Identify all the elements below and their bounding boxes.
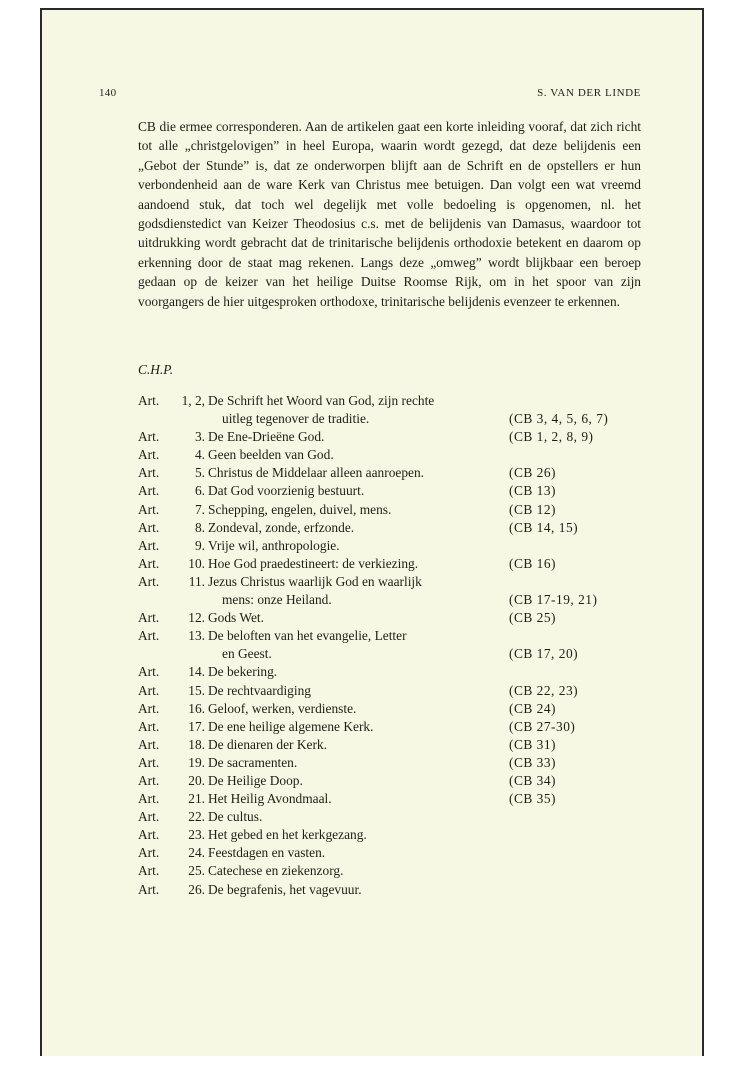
article-title-line: Het Heilig Avondmaal. <box>208 791 332 807</box>
article-number: 13. <box>188 628 205 644</box>
article-number: 7. <box>194 501 205 517</box>
article-title-line: Zondeval, zonde, erfzonde. <box>208 519 355 535</box>
article-label: Art. <box>138 881 160 897</box>
article-cb-reference: (CB 33) <box>509 754 557 770</box>
article-number: 3. <box>194 429 205 445</box>
article-title-continuation: uitleg tegenover de traditie. <box>222 411 370 427</box>
article-title <box>208 790 508 808</box>
article-number: 22. <box>188 809 205 825</box>
article-title <box>208 627 508 663</box>
article-cb-reference: (CB 12) <box>509 501 557 517</box>
article-title <box>208 736 508 754</box>
article-label: Art. <box>138 465 160 481</box>
article-row <box>138 718 658 736</box>
article-title <box>208 428 508 446</box>
article-label: Art. <box>138 447 160 463</box>
article-cb-reference: (CB 25) <box>509 610 557 626</box>
article-title <box>208 537 508 555</box>
article-cb-reference: (CB 34) <box>509 772 557 788</box>
article-title <box>208 700 508 718</box>
article-row <box>138 609 658 627</box>
article-row <box>138 790 658 808</box>
article-label: Art. <box>138 718 160 734</box>
article-number: 26. <box>188 881 205 897</box>
article-title-continuation: mens: onze Heiland. <box>222 592 332 608</box>
article-title-line: Hoe God praedestineert: de verkiezing. <box>208 555 419 571</box>
body-paragraph: CB die ermee corresponderen. Aan de artikelen gaat een korte inleiding vooraf, dat zich richt tot alle „christgelovigen” in heel Europa, waarin wordt gezegd, dat deze belijdenis een „Gebot der Stunde” is, dat ze onderworpen blijft aan de Schrift en de opstellers er hun verbondenheid aan de ware Kerk van Christus mee betuigen. Dan volgt een wat vreemd aandoend stuk, dat toch wel degelijk met volle bedoeling is opgenomen, nl. het godsdienstedict van Keizer Theodosius c.s. met de belijdenis van Damasus, waardoor tot uitdrukking wordt gebracht dat de trinitarische belijdenis orthodoxie betekent en daarom op erkenning door de staat mag rekenen. Langs deze „omweg” wordt blijkbaar een beroep gedaan op de keizer van het heilige Duitse Roomse Rijk, om in het spoor van zijn voorgangers de hier uitgesproken orthodoxe, trinitarische belijdenis evenzeer te erkennen. <box>138 119 641 309</box>
article-row <box>138 392 658 428</box>
article-cb-reference: (CB 14, 15) <box>509 519 579 535</box>
article-cb-reference: (CB 35) <box>509 791 557 807</box>
article-title-line: De Ene-Drieëne God. <box>208 429 325 445</box>
article-title <box>208 392 508 428</box>
article-title <box>208 464 508 482</box>
article-title-line: Catechese en ziekenzorg. <box>208 863 344 879</box>
page-number: 140 <box>99 87 117 99</box>
article-label: Art. <box>138 845 160 861</box>
section-heading: C.H.P. <box>138 362 174 377</box>
article-cb-reference: (CB 17-19, 21) <box>509 592 598 608</box>
article-title-line: Geloof, werken, verdienste. <box>208 700 357 716</box>
article-label: Art. <box>138 736 160 752</box>
article-title-line: De bekering. <box>208 664 278 680</box>
article-title <box>208 754 508 772</box>
article-title-line: De ene heilige algemene Kerk. <box>208 718 374 734</box>
article-row <box>138 428 658 446</box>
article-row <box>138 772 658 790</box>
article-title-line: Christus de Middelaar alleen aanroepen. <box>208 465 425 481</box>
article-number: 25. <box>188 863 205 879</box>
article-number: 18. <box>188 736 205 752</box>
article-label: Art. <box>138 555 160 571</box>
article-cb-reference: (CB 22, 23) <box>509 682 579 698</box>
article-row <box>138 736 658 754</box>
article-label: Art. <box>138 429 160 445</box>
article-row <box>138 682 658 700</box>
article-title-line: Het gebed en het kerkgezang. <box>208 827 367 843</box>
article-label: Art. <box>138 610 160 626</box>
article-label: Art. <box>138 501 160 517</box>
article-row <box>138 627 658 663</box>
article-row <box>138 482 658 500</box>
article-row <box>138 808 658 826</box>
article-label: Art. <box>138 772 160 788</box>
article-title <box>208 519 508 537</box>
article-title-line: De cultus. <box>208 809 263 825</box>
article-title <box>208 881 508 899</box>
article-label: Art. <box>138 700 160 716</box>
article-title-line: De beloften van het evangelie, Letter <box>208 628 407 644</box>
article-cb-reference: (CB 3, 4, 5, 6, 7) <box>509 411 609 427</box>
article-title-line: Geen beelden van God. <box>208 447 334 463</box>
article-cb-reference: (CB 27-30) <box>509 718 576 734</box>
article-row <box>138 573 658 609</box>
article-row <box>138 754 658 772</box>
article-title <box>208 772 508 790</box>
article-label: Art. <box>138 863 160 879</box>
article-cb-reference: (CB 26) <box>509 465 557 481</box>
article-row <box>138 881 658 899</box>
article-number: 8. <box>194 519 205 535</box>
article-number: 15. <box>188 682 205 698</box>
article-title <box>208 808 508 826</box>
article-label: Art. <box>138 483 160 499</box>
article-row <box>138 844 658 862</box>
article-number: 20. <box>188 772 205 788</box>
article-number: 10. <box>188 555 205 571</box>
article-cb-reference: (CB 31) <box>509 736 557 752</box>
article-title <box>208 609 508 627</box>
article-title-line: De Heilige Doop. <box>208 772 303 788</box>
article-cb-reference: (CB 24) <box>509 700 557 716</box>
article-row <box>138 826 658 844</box>
article-number: 12. <box>188 610 205 626</box>
article-cb-reference: (CB 1, 2, 8, 9) <box>509 429 594 445</box>
article-label: Art. <box>138 664 160 680</box>
article-title-line: Dat God voorzienig bestuurt. <box>208 483 365 499</box>
article-title-line: Schepping, engelen, duivel, mens. <box>208 501 392 517</box>
article-title-line: Jezus Christus waarlijk God en waarlijk <box>208 573 422 589</box>
article-row <box>138 700 658 718</box>
article-row <box>138 663 658 681</box>
article-cb-reference: (CB 16) <box>509 555 557 571</box>
article-cb-reference: (CB 13) <box>509 483 557 499</box>
article-number: 19. <box>188 754 205 770</box>
article-label: Art. <box>138 573 160 589</box>
article-number: 24. <box>188 845 205 861</box>
article-title-line: De rechtvaardiging <box>208 682 311 698</box>
article-title-line: Feestdagen en vasten. <box>208 845 326 861</box>
article-row <box>138 446 658 464</box>
article-number: 4. <box>194 447 205 463</box>
article-label: Art. <box>138 537 160 553</box>
article-row <box>138 862 658 880</box>
article-label: Art. <box>138 791 160 807</box>
article-row <box>138 555 658 573</box>
running-head <box>99 87 641 103</box>
article-title-line: De sacramenten. <box>208 754 298 770</box>
article-title <box>208 663 508 681</box>
article-list <box>138 392 658 899</box>
article-number: 11. <box>188 573 205 589</box>
article-title <box>208 718 508 736</box>
article-title <box>208 682 508 700</box>
article-number: 5. <box>194 465 205 481</box>
article-title-line: De dienaren der Kerk. <box>208 736 327 752</box>
article-number: 23. <box>188 827 205 843</box>
article-title <box>208 826 508 844</box>
article-row <box>138 464 658 482</box>
article-cb-reference: (CB 17, 20) <box>509 646 579 662</box>
article-title <box>208 501 508 519</box>
article-label: Art. <box>138 809 160 825</box>
article-title-continuation: en Geest. <box>222 646 272 662</box>
article-number: 6. <box>194 483 205 499</box>
article-title <box>208 446 508 464</box>
article-title-line: De begrafenis, het vagevuur. <box>208 881 362 897</box>
article-label: Art. <box>138 519 160 535</box>
article-number: 1, 2, <box>181 393 205 408</box>
article-title-line: Gods Wet. <box>208 610 264 626</box>
article-title-line: De Schrift het Woord van God, zijn rechte <box>208 393 435 408</box>
article-label: Art. <box>138 393 160 408</box>
article-title <box>208 862 508 880</box>
article-row <box>138 537 658 555</box>
article-title <box>208 482 508 500</box>
article-label: Art. <box>138 754 160 770</box>
article-label: Art. <box>138 682 160 698</box>
article-title-line: Vrije wil, anthropologie. <box>208 537 340 553</box>
article-number: 17. <box>188 718 205 734</box>
article-number: 14. <box>188 664 205 680</box>
article-title <box>208 844 508 862</box>
article-row <box>138 519 658 537</box>
article-number: 16. <box>188 700 205 716</box>
article-row <box>138 501 658 519</box>
running-head-author: S. VAN DER LINDE <box>537 87 641 99</box>
article-number: 21. <box>188 791 205 807</box>
article-label: Art. <box>138 628 160 644</box>
article-number: 9. <box>194 537 205 553</box>
article-title <box>208 555 508 573</box>
article-title <box>208 573 508 609</box>
article-label: Art. <box>138 827 160 843</box>
